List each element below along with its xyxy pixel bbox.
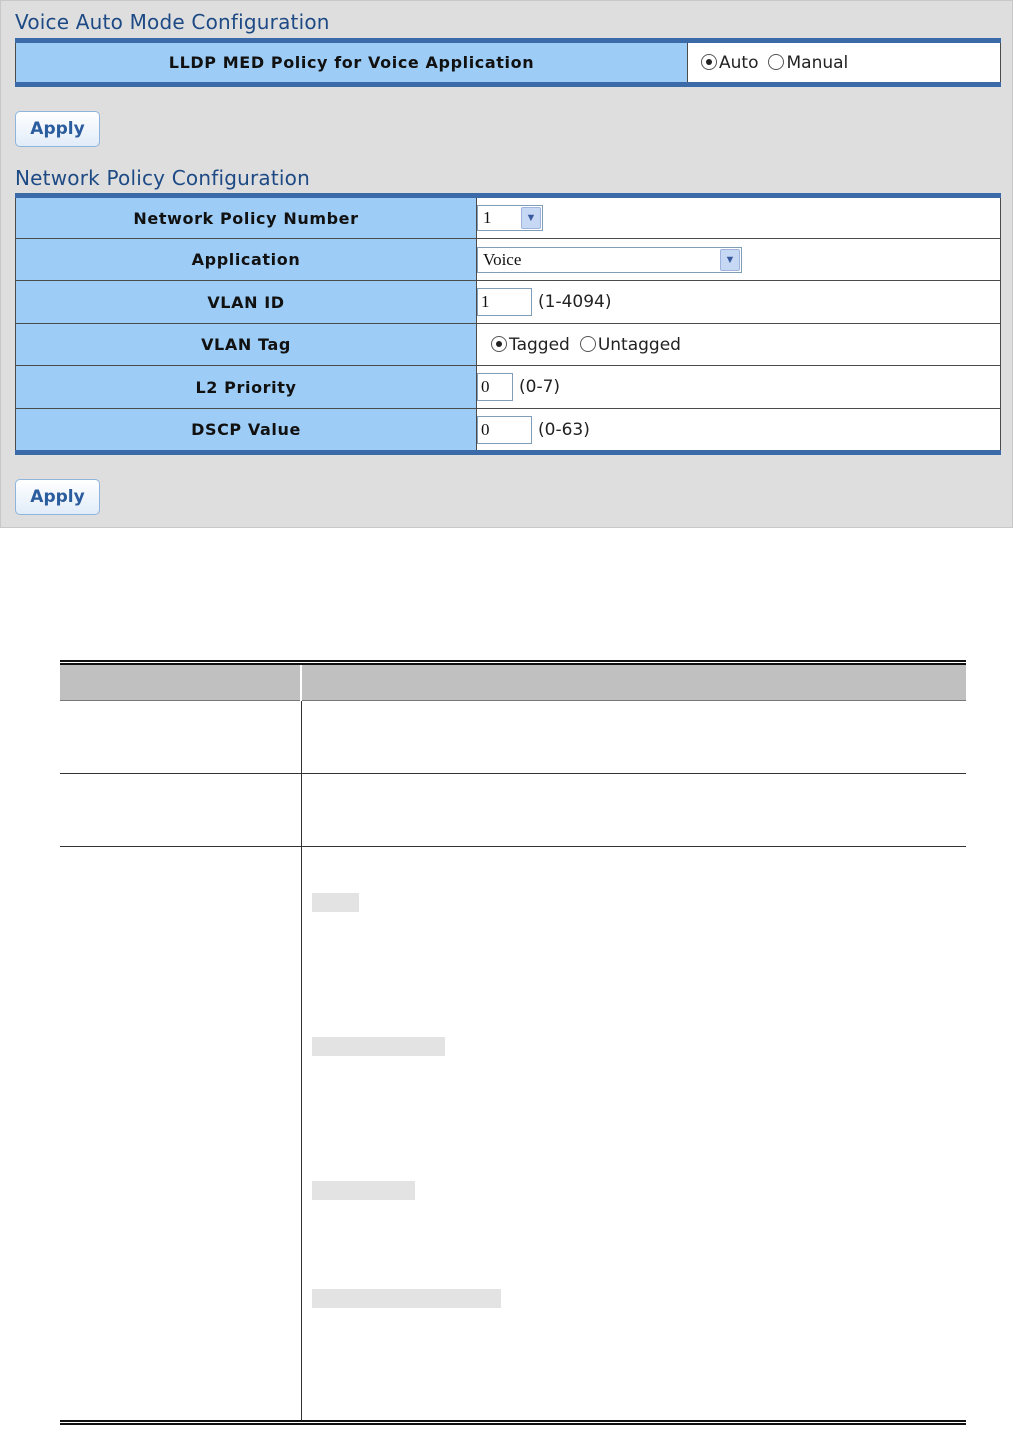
vlan-tag-label: VLAN Tag [16,324,477,366]
description-row-3-object [60,847,301,1423]
voice-auto-title: Voice Auto Mode Configuration [15,10,330,34]
dscp-input[interactable]: 0 [477,416,532,444]
untagged-label: Untagged [597,334,681,355]
description-row-2-text [301,774,966,847]
voice-auto-table [15,38,1001,87]
highlight-bar [312,893,359,912]
vlan-id-input[interactable]: 1 [477,288,532,316]
network-policy-title: Network Policy Configuration [15,166,310,190]
highlight-bar [312,1037,445,1056]
chevron-down-icon[interactable]: ▼ [521,207,541,229]
description-row-1-object [60,701,301,774]
vlan-tag-cell [477,324,1001,366]
auto-radio[interactable] [701,54,717,70]
highlight-bar [312,1289,501,1308]
tagged-option[interactable] [491,335,570,355]
lldp-med-policy-label: LLDP MED Policy for Voice Application [16,41,688,85]
description-row-2-object [60,774,301,847]
vlan-id-range: (1-4094) [538,292,612,312]
chevron-down-icon[interactable]: ▼ [720,249,740,271]
manual-option[interactable] [768,53,848,73]
description-table [60,660,966,1425]
l2-priority-cell [477,366,1001,409]
vlan-id-label: VLAN ID [16,281,477,324]
lldp-med-policy-value [688,41,1001,85]
auto-option[interactable] [701,53,758,73]
dscp-label: DSCP Value [16,409,477,453]
untagged-option[interactable] [580,335,681,355]
policy-number-label: Network Policy Number [16,196,477,239]
apply-button-network-policy[interactable]: Apply [15,479,100,515]
auto-label: Auto [719,52,759,73]
config-panel [0,0,1013,528]
application-cell [477,239,1001,281]
l2-priority-range: (0-7) [519,377,561,397]
manual-radio[interactable] [768,54,784,70]
description-header-description [301,663,966,701]
description-row-3-text [301,847,966,1423]
application-select[interactable] [477,247,742,273]
network-policy-table [15,193,1001,455]
tagged-radio[interactable] [491,336,507,352]
application-value: Voice [483,249,522,269]
untagged-radio[interactable] [580,336,596,352]
description-row-1-text [301,701,966,774]
vlan-id-cell [477,281,1001,324]
policy-number-value: 1 [483,208,492,227]
policy-number-cell [477,196,1001,239]
l2-priority-input[interactable]: 0 [477,373,513,401]
application-label: Application [16,239,477,281]
l2-priority-label: L2 Priority [16,366,477,409]
tagged-label: Tagged [509,334,570,355]
highlight-bar [312,1181,415,1200]
apply-button-voice-auto[interactable]: Apply [15,111,100,147]
policy-number-select[interactable] [477,205,543,231]
description-header-object [60,663,301,701]
dscp-cell [477,409,1001,453]
dscp-range: (0-63) [538,419,590,440]
manual-label: Manual [786,52,849,73]
